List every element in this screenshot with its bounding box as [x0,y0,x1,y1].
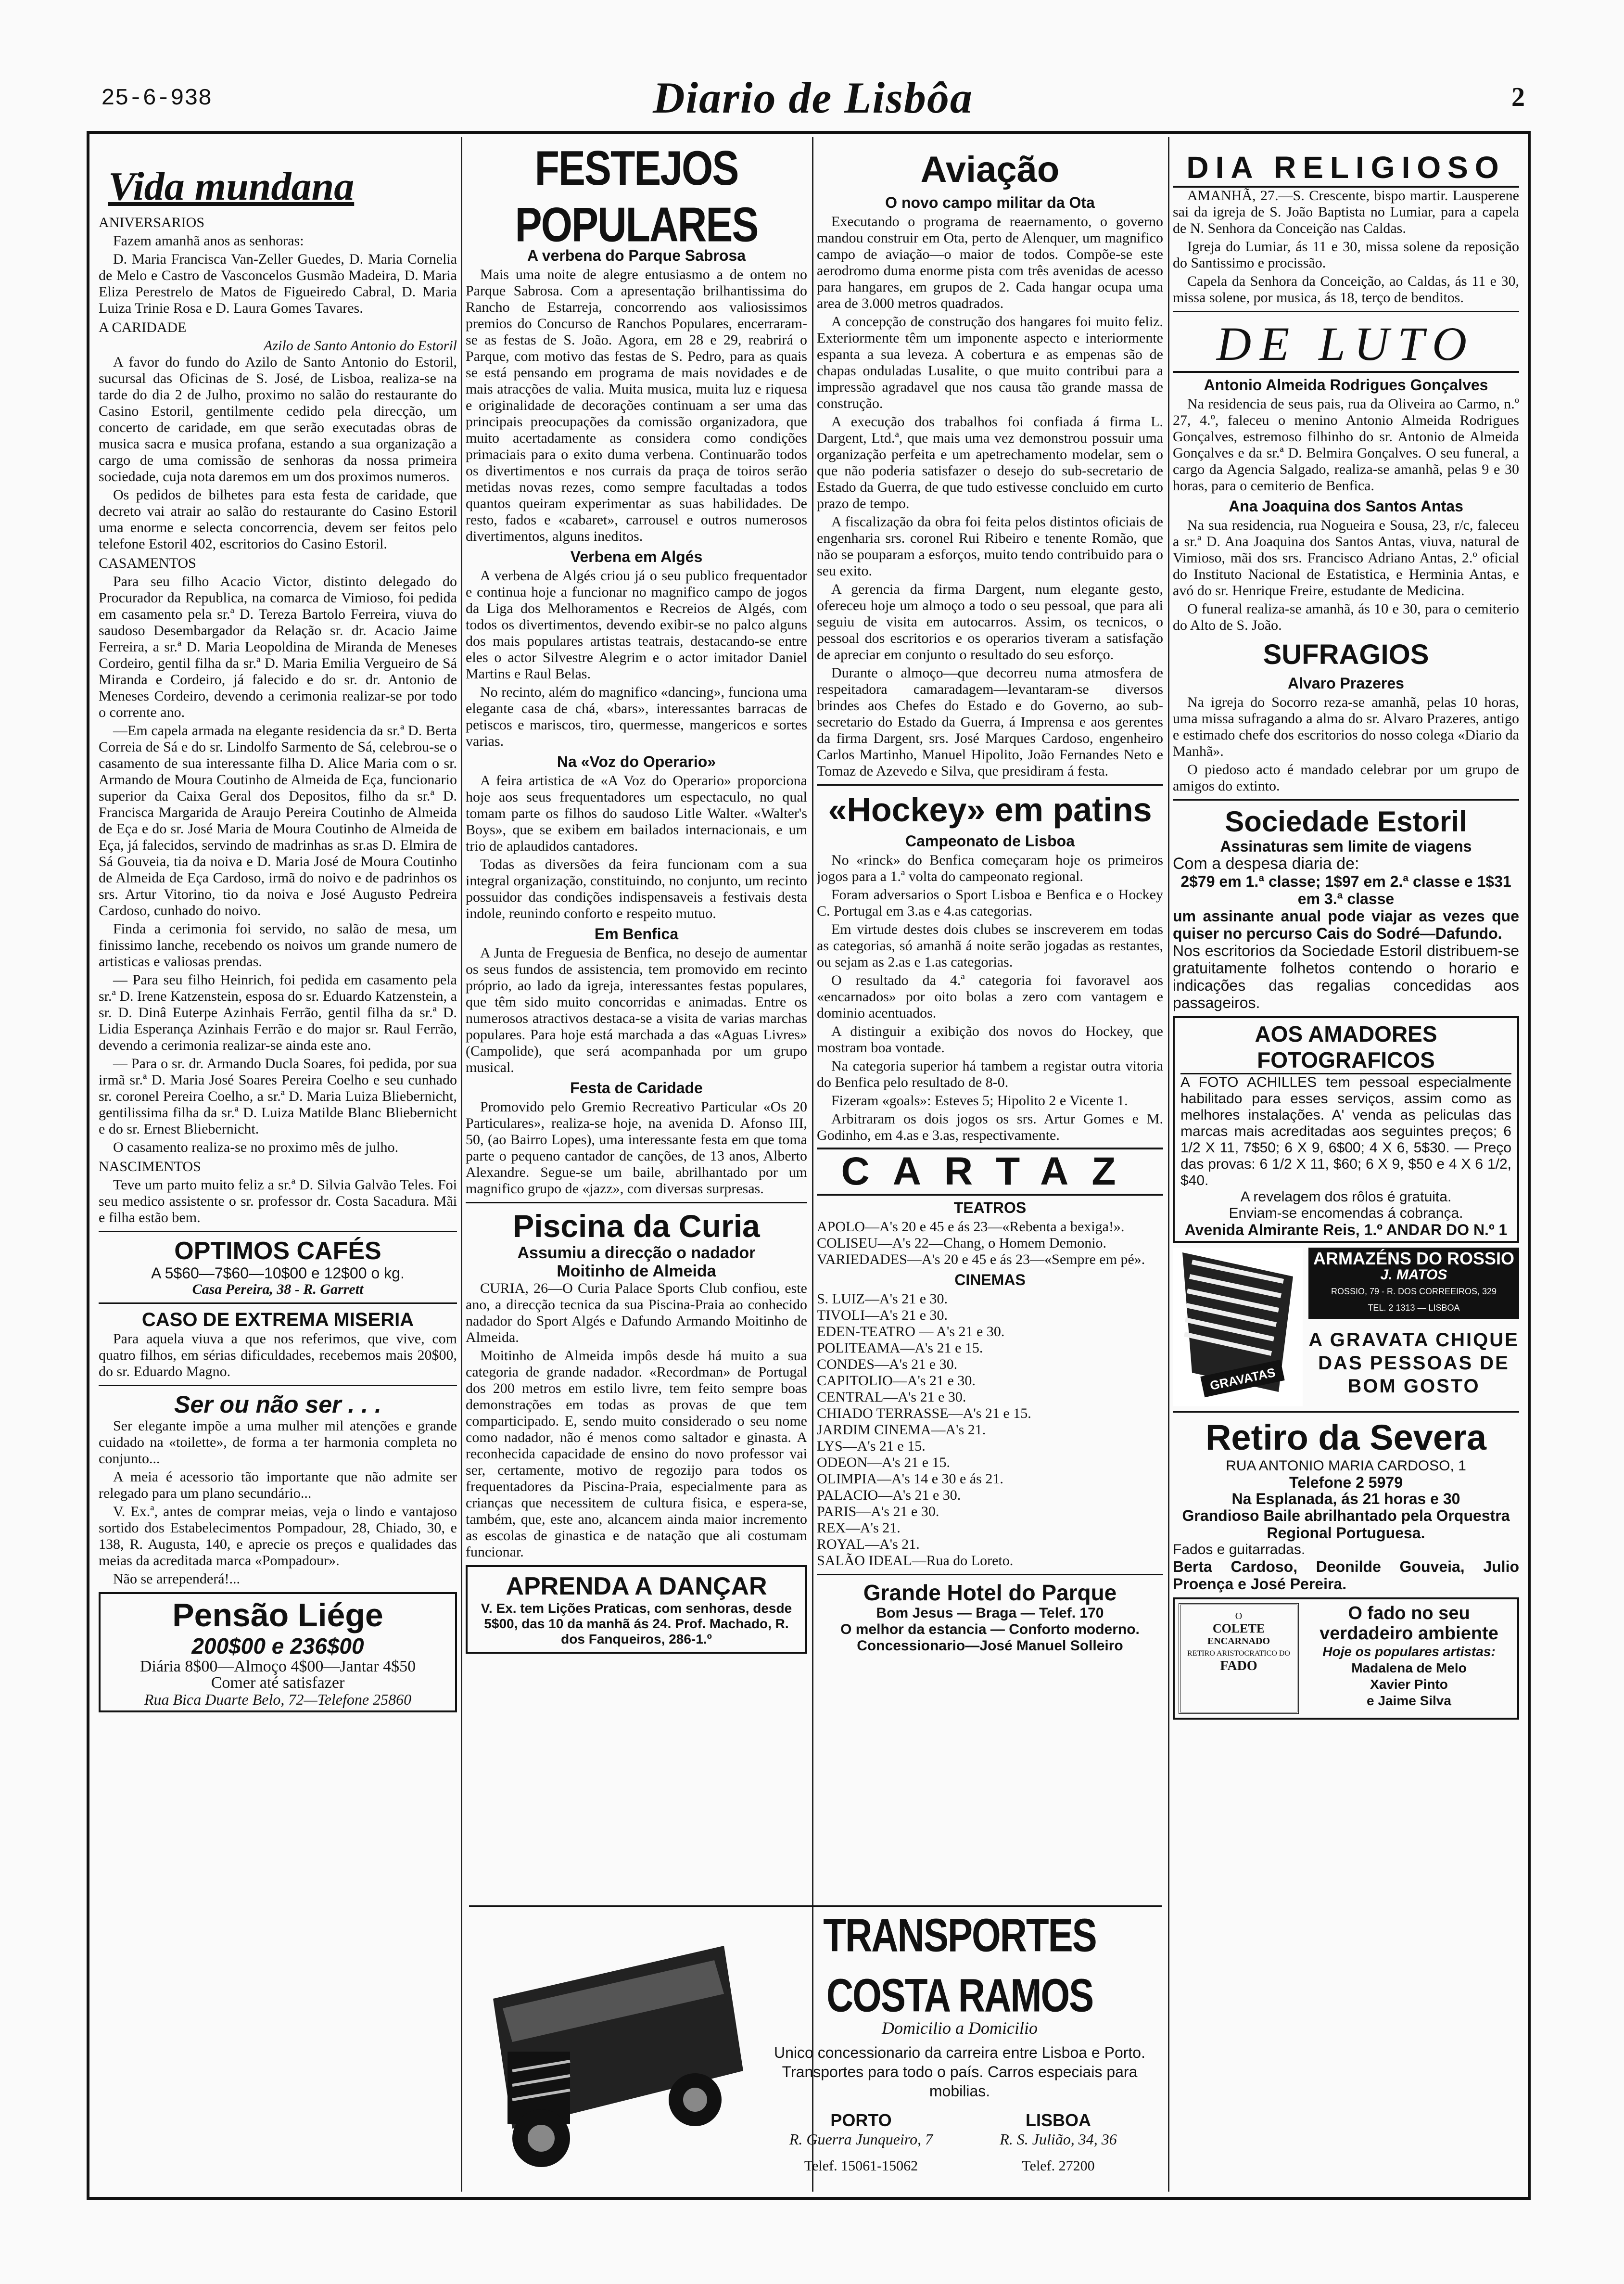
porto-tel: Telef. 15061-15062 [804,2158,918,2174]
severa-line: Fados e guitarradas. [1173,1542,1306,1557]
colete-logo-text: COLETE [1212,1621,1265,1635]
estoril-subhead: Assinaturas sem limite de viagens [1220,838,1472,855]
paragraph: Para seu filho Acacio Victor, distinto delegado do Procurador da Republica, na comarca de Vimioso, foi pedida em casamento pela sr.ª D. Tereza Bartolo Ferreira, viuva do saudoso Desembargador da Relação sr. dr. Acacio Jaime Ferreira, a sr.ª D. Maria Leopoldina de Miranda de Meneses Cordeiro, gentil filha da sr.ª D. Maria Emilia Vergueiro de Sá Miranda e Cordeiro, já falecido e do sr. dr. Antonio de Meneses Cordeiro, devendo a cerimonia realizar-se por todo o corrente ano. [99,574,457,720]
subhead: Em Benfica [594,925,679,943]
teatro-listing: COLISEU—A's 22—Chang, o Homem Demonio. [817,1235,1107,1251]
section-head: A CARIDADE [99,319,187,335]
column-1 [99,144,457,2189]
colete-artist: e Jaime Silva [1367,1693,1451,1708]
colete-logo [1179,1603,1299,1714]
piscina-subhead: Assumiu a direcção o nadador Moitinho de Almeida [517,1244,756,1280]
paragraph: Executando o programa de reaernamento, o governo mandou construir em Ota, perto de Alenquer, um magnifico campo de aviação—o maior de todos. Compõe-se este aerodromo duma enorme pista com três avenidas de acesso para hangares, em grupos de 2. Cada hangar ocupa uma area de 3.000 metros quadrados. [817,214,1163,311]
tie-illustration-icon [1173,1248,1303,1406]
porto-address: R. Guerra Junqueiro, 7 [789,2131,933,2148]
paragraph: A favor do fundo do Azilo de Santo Antonio do Estoril, sucursal das Oficinas de S. José, de Lisboa, realiza-se na tarde do dia 2 de Julho, proximo no salão do restaurante do Casino Estoril, gentilmente cedido pela direcção, um concerto de caridade, em que serão executadas obras de musica sacra e musica profana, estando a sua organização a cargo de uma comissão de senhoras da nossa primeira sociedade, cuja nota daremos em um dos proximos numeros. [99,354,457,485]
cafes-prices: A 5$60—7$60—10$00 e 12$00 o kg. [151,1264,405,1282]
cinemas-head: CINEMAS [954,1271,1026,1289]
transportes-subhead: Domicilio a Domicilio [882,2018,1038,2038]
paragraph: Em virtude destes dois clubes se inscreverem em todas as categorias, só amanhã á noite serão jogadas as restantes, ou sejam as 2.as e 1.as categorias. [817,921,1163,970]
paragraph: A gerencia da firma Dargent, num elegante gesto, ofereceu hoje um almoço a todo o seu pessoal, que para ali seguiu de visita em autocarros. Assim, os tecnicos, o pessoal dos escritorios e os operarios tiveram a satisfação de apreciar em conjunto o resultado do seu esforço. [817,581,1163,663]
foto-line: Enviam-se encomendas á cobrança. [1229,1205,1463,1221]
teatro-listing: APOLO—A's 20 e 45 e ás 23—«Rebenta a bexiga!». [817,1219,1125,1235]
estoril-title: Sociedade Estoril [1225,805,1467,838]
issue-date: 25-6-938 [101,86,212,112]
piscina-title: Piscina da Curia [513,1208,760,1244]
paragraph: A concepção de construção dos hangares foi muito feliz. Exteriormente têm um imponente aspecto e interiormente espanta a sua leveza. A cobertura e as empenas são de chapas onduladas Lusalite, o que muito contribui para a impressão agradavel que nos causa tão grande massa de construção. [817,314,1163,411]
cinema-listing: LYS—A's 21 e 15. [817,1438,926,1454]
armazens-badge: GRAVATAS [1208,1365,1277,1393]
teatro-listing: VARIEDADES—A's 20 e 45 e ás 23—«Sempre em pé». [817,1251,1145,1267]
danca-ad [466,1565,807,1654]
colete-logo-text: ENCARNADO [1207,1636,1270,1646]
paragraph: Arbitraram os dois jogos os srs. Artur Gomes e M. Godinho, em 4.as e 3.as, respectivamente. [817,1111,1163,1143]
paragraph: Teve um parto muito feliz a sr.ª D. Silvia Galvão Teles. Foi seu medico assistente o sr. professor dr. Costa Sacadura. Mãi e filha estão bem. [99,1177,457,1225]
transportes-ad [469,1905,1162,2196]
miseria-title: CASO DE EXTREMA MISERIA [141,1309,414,1330]
column-4 [1173,144,1519,2189]
subhead: O novo campo militar da Ota [885,194,1095,211]
colete-logo-text: O [1235,1611,1243,1621]
paragraph: A Junta de Freguesia de Benfica, no desejo de aumentar os seus fundos de assistencia, tem promovido em recinto próprio, ao lado da igreja, interessantes festas populares, que têm sido muito concorridas e animadas. Entre os numerosos atractivos destaca-se a visita de varias marchas populares. Para hoje está marchada a das «Aguas Livres» (Campolide), que será acompanhada por um grupo musical. [466,945,807,1075]
divider [1173,311,1519,312]
subhead: Na «Voz do Operario» [557,753,716,770]
paragraph: Capela da Senhora da Conceição, ao Caldas, ás 11 e 30, missa solene, por musica, ás 18, terço de benditos. [1173,273,1519,306]
paragraph: A verbena de Algés criou já o seu publico frequentador e continua hoje a funcionar no magnifico campo de jogos da Liga dos Melhoramentos e Recreios de Algés, com todos os divertimentos, devendo exibir-se no palco alguns dos mais populares artistas teatrais, destacando-se entre eles o actor Silvestre Alegrim e o actor imitador Daniel Martins e Raul Belas. [466,568,807,682]
paragraph: Finda a cerimonia foi servido, no salão de mesa, um finissimo lanche, recebendo os noivos um grande numero de artisticas e valiosas prendas. [99,921,457,970]
paragraph: Os pedidos de bilhetes para esta festa de caridade, que decreto vai atrair ao salão do restaurante do Casino Estoril uma enorme e selecta concorrencia, devem ser feitos pelo telefone Estoril 402, escritorios do Casino Estoril. [99,487,457,552]
paragraph: Na residencia de seus pais, rua da Oliveira ao Carmo, n.º 27, 4.º, faleceu o menino Antonio Almeida Rodrigues Gonçalves, estremoso filhinho do sr. Antonio de Almeida Gonçalves e da sr.ª D. Belmira Gonçalves. O seu funeral, a cargo da Agencia Salgado, realiza-se amanhã, pelas 9 e 30 horas, para o cemiterio de Benfica. [1173,396,1519,494]
obituary-name: Antonio Almeida Rodrigues Gonçalves [1204,376,1488,394]
paragraph: A fiscalização da obra foi feita pelos distintos oficiais de engenharia srs. coronel Rui Ribeiro e tenente Romão, que não se pouparam a esforços, muito tendo contribuido para o seu exito. [817,514,1163,579]
paragraph: Ser elegante impõe a uma mulher mil atenções e grande cuidado na «toilette», de forma a ter harmonia completa no conjunto... [99,1418,457,1467]
divider [99,1385,457,1386]
paragraph: O resultado da 4.ª categoria foi favoravel aos «encarnados» por oito bolas a zero com vantagem e dominio acentuados. [817,972,1163,1021]
estoril-line: um assinante anual pode viajar as vezes que quiser no percurso Cais do Sodré—Dafundo. [1173,907,1519,942]
festejos-title: FESTEJOS POPULARES [515,144,758,252]
cinema-listing: CHIADO TERRASSE—A's 21 e 15. [817,1405,1031,1421]
lisboa-office [960,2110,1157,2174]
hotel-line: Bom Jesus — Braga — Telef. 170 [876,1605,1104,1621]
paragraph: — Para seu filho Heinrich, foi pedida em casamento pela sr.ª D. Irene Katzenstein, esposa do sr. Eduardo Katzenstein, a sr. D. Dinâ Euterpe Azinhais Ferrão, gentil filha da sr.ª D. Lidia Esperança Azinhais Ferrão e do major sr. Raul Ferrão, devendo a cerimonia realizar-se ainda este ano. [99,972,457,1053]
armazens-owner: J. MATOS [1380,1267,1447,1283]
paragraph: Igreja do Lumiar, ás 11 e 30, missa solene da reposição do Santissimo e procissão. [1173,239,1519,271]
colete-artist: Xavier Pinto [1370,1677,1448,1692]
pensao-title: Pensão Liége [172,1597,383,1633]
cinema-listing: CONDES—A's 21 e 30. [817,1356,958,1372]
lisboa-tel: Telef. 27200 [1022,2158,1095,2174]
paragraph: O casamento realiza-se no proximo mês de julho. [113,1139,399,1155]
foto-ad [1173,1016,1519,1243]
divider [817,784,1163,786]
lisboa-head: LISBOA [1025,2110,1091,2130]
foto-title: AOS AMADORES FOTOGRAFICOS [1180,1021,1511,1074]
paragraph: Foram adversarios o Sport Lisboa e Benfica e o Hockey C. Portugal em 3.as e 4.as categorias. [817,887,1163,919]
paragraph: Promovido pelo Gremio Recreativo Particular «Os 20 Particulares», realiza-se hoje, na avenida D. Afonso III, 50, (ao Bairro Lopes), uma interessante festa em que toma parte o pequeno cantador de canções, de 13 anos, Alberto Alexandre. Segue-se um baile, abrilhantado por um magnifico grupo de «jazz», com diversas surpresas. [466,1099,807,1197]
paragraph: A execução dos trabalhos foi confiada á firma L. Dargent, Ltd.ª, que mais uma vez demonstrou possuir uma organização perfeita e um apetrechamento modelar, sem o que não poderia satisfazer o desejo do sub-secretario de Estado da Guerra, de que tudo estivesse concluido em curto prazo de tempo. [817,414,1163,511]
hotel-title: Grande Hotel do Parque [863,1580,1117,1605]
divider [817,1574,1163,1575]
paragraph: —Em capela armada na elegante residencia da sr.ª D. Berta Correia de Sá e do sr. Lindolfo Sarmento de Sá, celebrou-se o casamento de sua interessante filha D. Alice Maria com o sr. Armando de Moura Coutinho de Almeida de Eça, funcionario superior da Caixa Geral dos Depositos, filho da sr.ª D. Francisca Margarida de Araujo Pereira Coutinho de Almeida de Eça e do sr. José Maria de Moura Coutinho de Almeida de Eça, já falecidos, servindo de madrinhas as sr.as D. Elmira de Sá Gouveia, tia da noiva e D. Maria José de Moura Coutinho de Almeida de Eça Cardoso, irmã do noivo e de padrinhos os srs. Artur Vitorino, tio da noiva e José Augusto Pedreira Cardoso, cunhado do noivo. [99,723,457,919]
pensao-daily: Diária 8$00—Almoço 4$00—Jantar 4$50 [140,1658,416,1675]
sufragios-title: SUFRAGIOS [1263,639,1429,670]
sufragios-name: Alvaro Prazeres [1288,675,1404,692]
hotel-line: Concessionario—José Manuel Solleiro [857,1638,1123,1654]
paragraph: Mais uma noite de alegre entusiasmo a de ontem no Parque Sabrosa. Com a apresentação brilhantissima do Rancho de Estarreja, concorrendo aos valiosissimos premios do Concurso de Ranchos Populares, encerraram-se as festas de S. João. Agora, em 28 e 29, reabrirá o Parque, com motivo das festas de S. Pedro, para as quais se está pensando em programa de mais novidades e de mais atracções de valia. Muita musica, muita luz e riquesa e originalidade de decorações continuam a ser uma das principais preocupações da comissão organizadora, que muito acertadamente as considera como condições primaciais para o exito duma verbena. Continuarão todos os divertimentos e nos currais da praça de toiros serão metidas novas rezes, como sempre facultadas a todos quantos queiram experimentar as suas habilidades. De resto, fados e «cabaret», carrousel e outros numerosos divertimentos, alguns ineditos. [466,267,807,544]
page-header [101,72,1525,130]
subhead: A verbena do Parque Sabrosa [527,247,746,264]
cinema-listing: JARDIM CINEMA—A's 21. [817,1422,986,1438]
column-3 [817,144,1163,2189]
column-divider [461,137,462,2192]
cinema-listing: POLITEAMA—A's 21 e 15. [817,1340,983,1356]
armazens-banner [1308,1248,1519,1319]
danca-title: APRENDA A DANÇAR [506,1572,767,1600]
colete-logo-text: RETIRO ARISTOCRATICO DO [1187,1649,1290,1658]
foto-address: Avenida Almirante Reis, 1.º ANDAR DO N.º 1 [1184,1221,1508,1238]
severa-line: Na Esplanada, ás 21 horas e 30 [1231,1490,1460,1507]
cinema-listing: TIVOLI—A's 21 e 30. [817,1307,948,1323]
paragraph: CURIA, 26—O Curia Palace Sports Club confiou, este ano, a direcção tecnica da sua Piscina-Praia ao conhecido nadador do Sport Algés e Dafundo Armando Moitinho de Almeida. [466,1280,807,1345]
cinema-listing: CAPITOLIO—A's 21 e 30. [817,1373,976,1389]
porto-office [762,2110,960,2174]
estoril-line: 2$79 em 1.ª classe; 1$97 em 2.ª classe e 1$31 em 3.ª classe [1180,873,1511,907]
divider [466,1202,807,1203]
colete-text [1299,1603,1513,1714]
transportes-title: TRANSPORTES COSTA RAMOS [823,1908,1096,2022]
danca-body: V. Ex. tem Lições Praticas, com senhoras, desde 5$00, das 10 da manhã ás 24. Prof. Machado, R. dos Fanqueiros, 286-1.º [481,1601,792,1646]
divider [1173,1411,1519,1413]
pensao-ad [99,1592,457,1712]
armazens-address: ROSSIO, 79 - R. DOS CORREEIROS, 329 [1331,1287,1497,1296]
estoril-line: Com a despesa diaria de: [1173,855,1359,873]
paragraph: Na categoria superior há tambem a registar outra vitoria do Benfica pelo resultado de 8-0. [817,1058,1163,1090]
severa-title: Retiro da Severa [1205,1417,1487,1457]
paragraph: Durante o almoço—que decorreu numa atmosfera de respeitadora camaradagem—levantaram-se diversos brindes aos Chefes do Estado e do Governo, ao sub-secretario do Estado da Guerra, á Imprensa e aos gerentes da firma Dargent, srs. José Marques Cardoso, engenheiro Carlos Martinho, Manuel Hipolito, João Fernandes Neto e Tomaz de Azevedo e Silva, que presidiram á festa. [817,665,1163,779]
armazens-text [1303,1248,1519,1406]
column-divider [812,137,813,2192]
cinema-listing: OLIMPIA—A's 14 e 30 e ás 21. [817,1471,1003,1487]
paragraph: A meia é acessorio tão importante que não admite ser relegado para um plano secundário... [99,1469,457,1501]
pensao-tagline: Comer até satisfazer [211,1674,345,1692]
transportes-text [762,1908,1157,2174]
section-head: ANIVERSARIOS [99,215,205,230]
vida-mundana-title: Vida mundana [108,164,355,209]
teatros-list [817,1219,1163,1268]
armazens-ad [1173,1248,1519,1406]
cafes-title: OPTIMOS CAFÉS [174,1237,381,1265]
colete-subhead: Hoje os populares artistas: [1322,1644,1496,1659]
hockey-title: «Hockey» em patins [828,791,1152,829]
cinema-listing: ODEON—A's 21 e 15. [817,1455,951,1470]
estoril-line: Nos escritorios da Sociedade Estoril distribuem-se gratuitamente folhetos contendo o horario e indicações das regalias concedidas aos passageiros. [1173,942,1519,1011]
luto-title: DE LUTO [1173,317,1519,373]
cinema-listing: REX—A's 21. [817,1520,901,1536]
paragraph: D. Maria Francisca Van-Zeller Guedes, D. Maria Cornelia de Melo e Castro de Vasconcelos Gusmão Madeira, D. Maria Eliza Perestrelo de Matos de Figueiredo Cabral, D. Maria Luiza Trinie Rosa e D. Laura Gomes Tavares. [99,251,457,316]
cinemas-list [817,1291,1163,1569]
severa-tel: Telefone 2 5979 [1289,1474,1403,1491]
obituary-name: Ana Joaquina dos Santos Antas [1229,498,1463,515]
armazens-tel: TEL. 2 1313 — LISBOA [1368,1303,1460,1313]
paragraph: O funeral realiza-se amanhã, ás 10 e 30, para o cemiterio do Alto de S. João. [1173,601,1519,633]
subhead: Verbena em Algés [570,548,703,565]
ser-title: Ser ou não ser . . . [174,1391,381,1418]
truck-illustration-icon [474,1927,753,2177]
paragraph: No «rinck» do Benfica começaram hoje os primeiros jogos para a 1.ª volta do campeonato regional. [817,852,1163,884]
cinema-listing: PALACIO—A's 21 e 30. [817,1487,961,1503]
paragraph: O piedoso acto é mandado celebrar por um grupo de amigos do extinto. [1173,762,1519,794]
hotel-line: O melhor da estancia — Conforto moderno. [840,1621,1140,1637]
lisboa-address: R. S. Julião, 34, 36 [1000,2131,1117,2148]
religioso-title: DIA RELIGIOSO [1173,149,1519,188]
subhead: Azilo de Santo Antonio do Estoril [264,338,457,354]
transportes-offices [762,2110,1157,2174]
cinema-listing: EDEN-TEATRO — A's 21 e 30. [817,1324,1005,1340]
aviacao-title: Aviação [920,149,1060,190]
subhead: Campeonato de Lisboa [905,832,1075,850]
cinema-listing: PARIS—A's 21 e 30. [817,1504,939,1519]
paragraph: Não se arrependerá!... [113,1571,241,1587]
paragraph: AMANHÃ, 27.—S. Crescente, bispo martir. Lausperene sai da igreja de S. João Baptista no Lumiar, para a capela de N. Senhora da Conceição nas Caldas. [1173,188,1519,236]
paragraph: A feira artistica de «A Voz do Operario» proporciona hoje aos seus frequentadores um espectaculo, no qual tomam parte os filhos do saudoso Litle Walter. «Walter's Boys», que se exibem em bailados internacionais, e um trio de aplaudidos cantadores. [466,773,807,854]
paragraph: A distinguir a exibição dos novos do Hockey, que mostram boa vontade. [817,1023,1163,1056]
severa-artists: Berta Cardoso, Deonilde Gouveia, Julio Proença e José Pereira. [1173,1558,1519,1593]
paragraph: Todas as diversões da feira funcionam com a sua integral organização, constituindo, no conjunto, um recinto possuidor das condições indispensaveis a festivais desta indole, reunindo conforto e respeito mutuo. [466,856,807,921]
paragraph: No recinto, além do magnifico «dancing», funciona uma elegante casa de chá, «bars», interessantes barracas de petiscos e mariscos, tiro, quermesse, mangericos e sortes varias. [466,684,807,749]
porto-head: PORTO [830,2110,892,2130]
cinema-listing: CENTRAL—A's 21 e 30. [817,1389,966,1405]
page-number: 2 [1511,82,1525,112]
cafes-address: Casa Pereira, 38 - R. Garrett [192,1281,364,1297]
paragraph: Fazem amanhã anos as senhoras: [113,233,304,249]
severa-address: RUA ANTONIO MARIA CARDOSO, 1 [1226,1458,1466,1474]
paragraph: Na igreja do Socorro reza-se amanhã, pelas 10 horas, uma missa sufragando a alma do sr. Alvaro Prazeres, antigo e estimado chefe dos escritorios do nosso colega «Diario da Manhã». [1173,694,1519,759]
severa-line: Grandioso Baile abrilhantado pela Orquestra Regional Portuguesa. [1182,1507,1510,1542]
pensao-address: Rua Bica Duarte Belo, 72—Telefone 25860 [144,1691,412,1708]
column-divider [1168,137,1169,2192]
colete-artist: Madalena de Melo [1351,1660,1467,1675]
cinema-listing: S. LUIZ—A's 21 e 30. [817,1291,948,1307]
colete-headline: O fado no seu verdadeiro ambiente [1320,1603,1498,1644]
paragraph: Para aquela viuva a que nos referimos, que vive, com quatro filhos, em sérias dificuldades, recebemos mais 20$00, do sr. Eduardo Magno. [99,1331,457,1379]
paragraph: Fizeram «goals»: Esteves 5; Hipolito 2 e Vicente 1. [831,1093,1128,1109]
masthead: Diario de Lisbôa [653,73,973,122]
divider [99,1302,457,1304]
cartaz-title: CARTAZ [817,1148,1163,1196]
teatros-head: TEATROS [953,1199,1027,1216]
subhead: Festa de Caridade [570,1079,703,1097]
foto-body: A FOTO ACHILLES tem pessoal especialmente habilitado para esses serviços, assim como as melhores instalações. A' venda as peliculas das marcas mais acreditadas aos seguintes preços; 6 1/2 X 11, 7$50; 6 X 9, 6$00; 4 X 6, 5$30. — Preço das provas: 6 1/2 X 11, $60; 6 X 9, $50 e 4 X 6 1/2, $40. [1180,1074,1511,1188]
armazens-slogan: A GRAVATA CHIQUE DAS PESSOAS DE BOM GOSTO [1308,1329,1519,1397]
column-2 [466,144,807,2189]
colete-logo-text: FADO [1220,1659,1257,1673]
cinema-listing: ROYAL—A's 21. [817,1536,920,1552]
paragraph: V. Ex.ª, antes de comprar meias, veja o lindo e vantajoso sortido dos Estabelecimentos Pompadour, 28, Chiado, 30, e 138, R. Augusta, 140, e aprecie os preços e qualidades das meias da acreditada marca «Pompadour». [99,1504,457,1569]
divider [1173,799,1519,801]
section-head: NASCIMENTOS [99,1159,201,1174]
paragraph: — Para o sr. dr. Armando Ducla Soares, foi pedida, por sua irmã sr.ª D. Maria José Soares Pereira Coelho e seu cunhado sr. coronel Pereira Coelho, a sr.ª D. Maria Luiza Bliebernicht, gentilissima filha da sr.ª D. Luiza Matilde Blanc Bliebernicht e do sr. Ernest Bliebernicht. [99,1056,457,1137]
pensao-prices: 200$00 e 236$00 [191,1633,364,1659]
paragraph: Moitinho de Almeida impôs desde há muito a sua categoria de grande nadador. «Recordman» de Portugal dos 200 metros em estilo livre, tem feito sempre boas demonstrações em todas as provas de que tem comparticipado. E, sendo muito considerado o seu nome como nadador, não é menos como saltador e ginasta. A reconhecida capacidade de ensino do novo professor vai ser, certamente, motivo de regozijo para todos os frequentadores da Piscina-Praia, especialmente para as crianças que necessitem de cultura fisica, e espera-se, também, que, este ano, alcancem ainda maior incremento as escolas de ginastica e de natação que ali costumam funcionar. [466,1348,807,1560]
cinema-listing: SALÃO IDEAL—Rua do Loreto. [817,1553,1014,1569]
armazens-name: ARMAZÉNS DO ROSSIO [1313,1249,1515,1268]
colete-ad [1173,1597,1519,1720]
section-head: CASAMENTOS [99,555,196,571]
transportes-body: Unico concessionario da carreira entre Lisboa e Porto. Transportes para todo o país. Carros especiais para mobilias. [774,2044,1145,2100]
foto-line: A revelagem dos rôlos é gratuita. [1240,1189,1452,1205]
divider [99,1231,457,1232]
paragraph: Na sua residencia, rua Nogueira e Sousa, 23, r/c, faleceu a sr.ª D. Ana Joaquina dos Santos Antas, viuva, natural de Vimioso, mãi dos srs. Francisco Adriano Antas, 2.º oficial do Instituto Nacional de Estatistica, e Herminia Antas, e avó do sr. Henrique Freire, estudante de Medicina. [1173,517,1519,599]
